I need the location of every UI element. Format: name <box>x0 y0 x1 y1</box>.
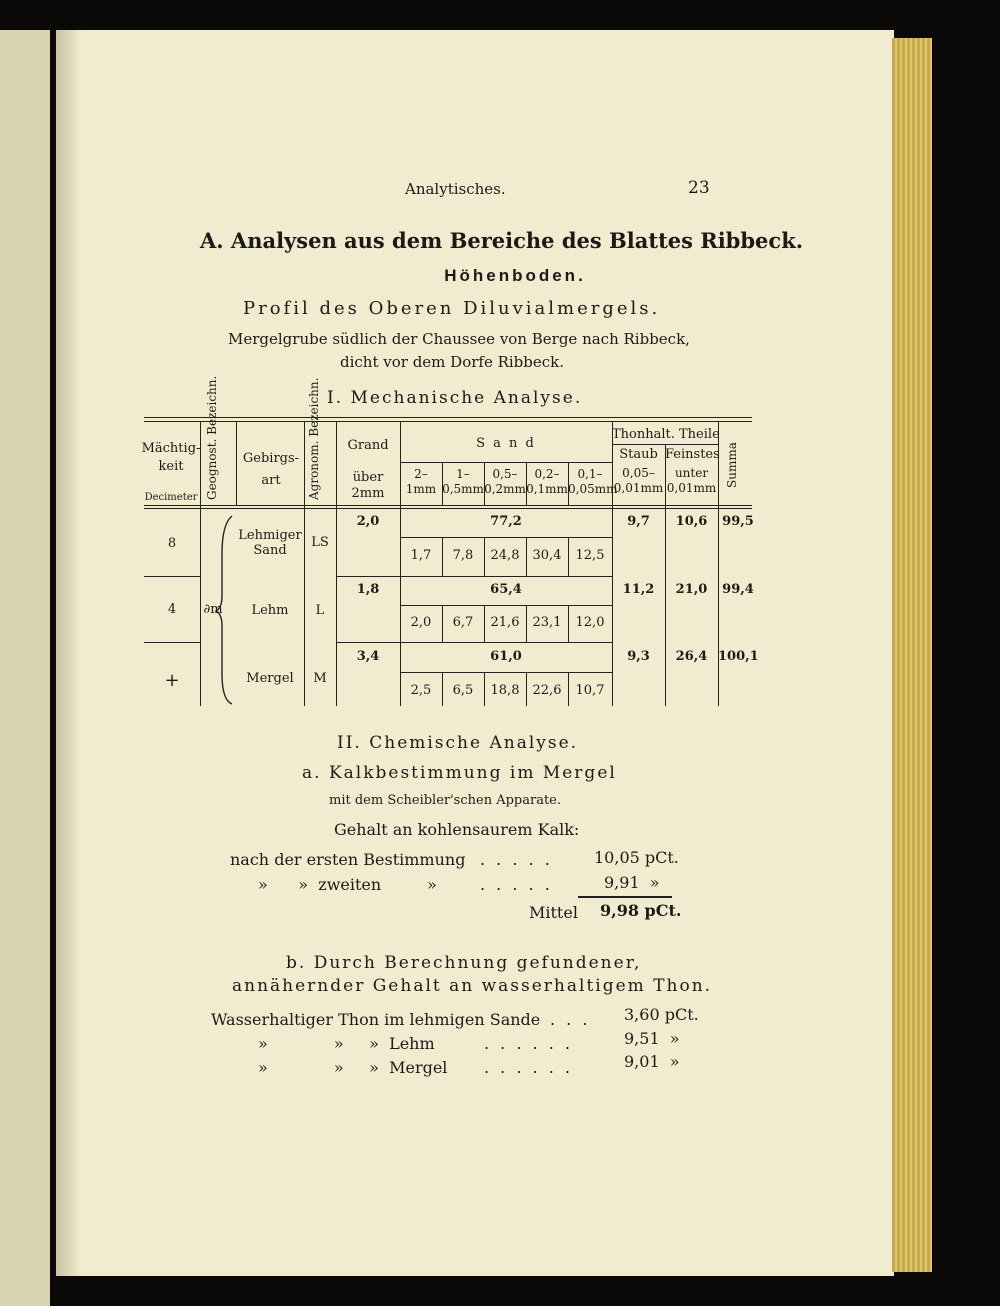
header-sand-col: 0,1– 0,05mm <box>568 467 618 496</box>
thon-row-value: 9,01 » <box>624 1052 680 1071</box>
kalk-row-value: 9,91 » <box>604 873 660 892</box>
chemical-analysis-title: II. Chemische Analyse. <box>337 733 579 753</box>
kalk-row-dots: . . . . . <box>480 875 553 894</box>
thon-row-label: » » » Lehm <box>258 1034 435 1053</box>
kalk-title: a. Kalkbestimmung im Mergel <box>302 763 617 783</box>
profile-title: Profil des Oberen Diluvialmergels. <box>243 298 661 319</box>
left-page-edge <box>0 30 50 1306</box>
thon-row-label: Wasserhaltiger Thon im lehmigen Sande <box>211 1010 541 1029</box>
header-grand: Grand <box>347 438 389 453</box>
subheading: Höhenboden. <box>444 266 586 285</box>
sum-rule <box>578 896 672 898</box>
kalk-row-label: » » zweiten » <box>258 875 437 894</box>
header-staub-sub: 0,05– 0,01mm <box>613 466 664 495</box>
thon-row-dots: . . . <box>550 1010 591 1029</box>
kalk-row-dots: . . . . . <box>480 850 553 869</box>
header-sand-col: 0,2– 0,1mm <box>526 467 568 496</box>
header-decimeter: Decimeter <box>144 492 198 503</box>
gehalt-heading: Gehalt an kohlensaurem Kalk: <box>334 820 580 839</box>
thon-row-dots: . . . . . . <box>484 1058 573 1077</box>
table-header-rule <box>144 505 752 506</box>
section-title: A. Analysen aus dem Bereiche des Blattes Ribbeck. <box>200 228 804 253</box>
location-line-2: dicht vor dem Dorfe Ribbeck. <box>340 353 565 371</box>
header-feinstes: Feinstes <box>665 447 720 462</box>
kalk-row-value: 10,05 pCt. <box>594 848 679 867</box>
thon-title-1: b. Durch Berechnung gefundener, <box>286 953 642 973</box>
header-sand-col: 2– 1mm <box>405 467 437 496</box>
header-thonhaltige: Thonhalt. Theile <box>612 427 720 442</box>
header-sand-col: 0,5– 0,2mm <box>484 467 526 496</box>
header-geognost: Geognost. Bezeichn. <box>205 375 219 500</box>
header-agronom: Agronom. Bezeichn. <box>307 377 321 500</box>
header-summa: Summa <box>725 442 739 488</box>
kalk-row-label: nach der ersten Bestimmung <box>230 850 466 869</box>
header-sand-col: 1– 0,5mm <box>442 467 484 496</box>
thon-title-2: annähernder Gehalt an wasserhaltigem Thon. <box>232 976 713 996</box>
header-maechtigkeit: Mächtig- keit <box>141 441 201 474</box>
header-gebirgsart: Gebirgs- art <box>242 451 300 488</box>
mechanical-analysis-title: I. Mechanische Analyse. <box>327 388 583 408</box>
kalk-subtitle: mit dem Scheibler'schen Apparate. <box>329 793 562 808</box>
header-staub: Staub <box>619 447 658 462</box>
page-gutter <box>56 30 82 1276</box>
page-number: 23 <box>688 178 710 198</box>
header-sand: S a n d <box>476 436 536 451</box>
geognost-symbol: ∂m <box>203 602 223 617</box>
thon-row-value: 9,51 » <box>624 1029 680 1048</box>
mittel-label: Mittel <box>529 903 578 922</box>
header-grand-sub: über 2mm <box>351 470 385 501</box>
running-title: Analytisches. <box>405 180 506 198</box>
thon-row-dots: . . . . . . <box>484 1034 573 1053</box>
thon-row-label: » » » Mergel <box>258 1058 448 1077</box>
page-edges <box>892 38 932 1272</box>
thon-row-value: 3,60 pCt. <box>624 1005 699 1024</box>
location-line-1: Mergelgrube südlich der Chaussee von Berge nach Ribbeck, <box>228 330 690 348</box>
header-feinstes-sub: unter 0,01mm <box>666 466 717 495</box>
table-top-rule <box>144 417 752 418</box>
mittel-value: 9,98 pCt. <box>600 901 682 920</box>
